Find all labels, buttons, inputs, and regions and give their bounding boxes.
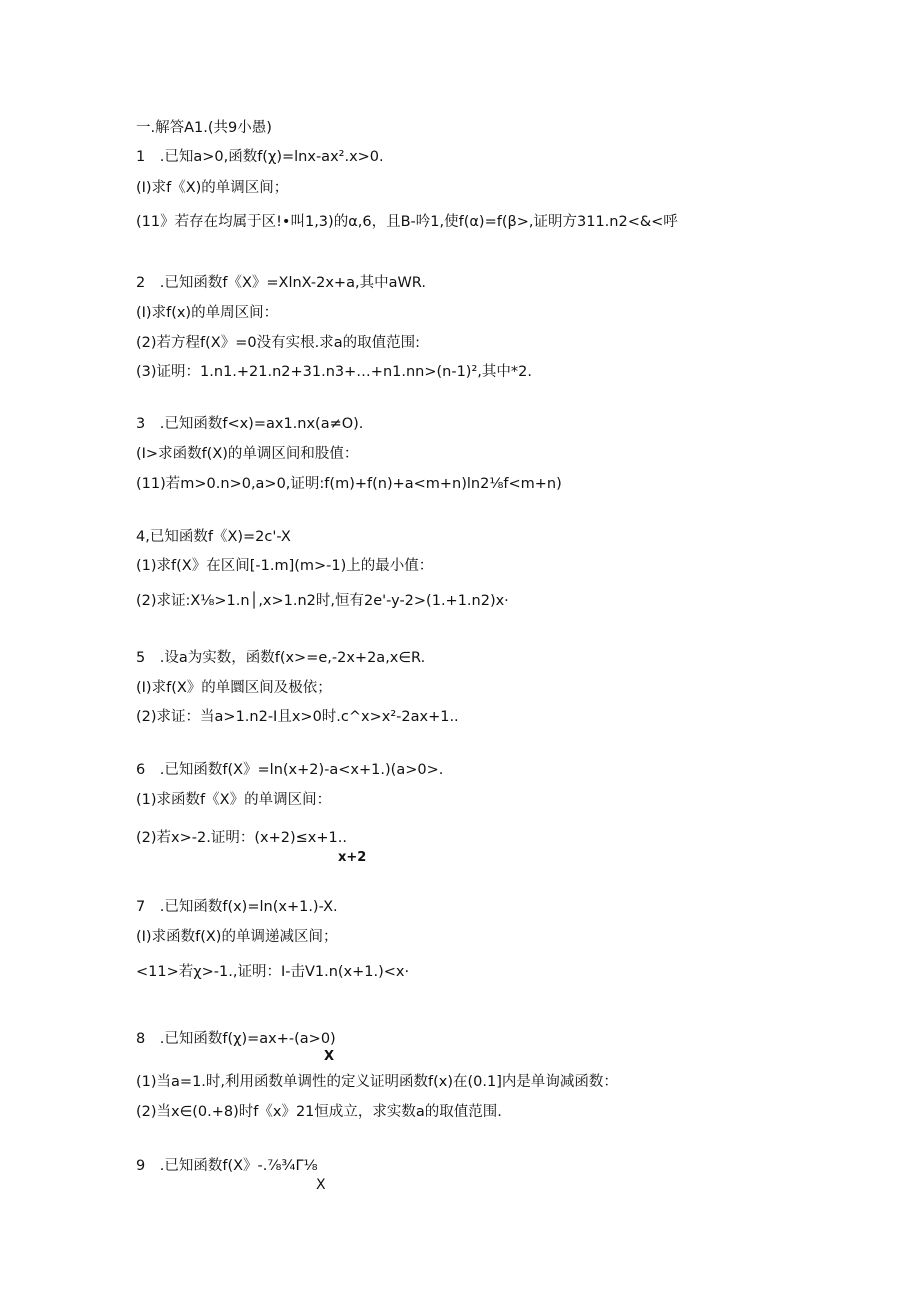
problem-3-part-2: (11)若m>0.n>0,a>0,证明:f(m)+f(n)+a<m+n)ln2⅛f<m+n) bbox=[136, 476, 562, 492]
problem-4-part-2: (2)求证:X⅛>1.n│,x>1.n2时,恒有2e'-y-2>(1.+1.n2)x· bbox=[136, 593, 509, 609]
problem-1-part-2: (11》若存在均属于区!•叫1,3)的α,6，且B-吟1,使f(α)=f(β>,证明方311.n2<&<呼 bbox=[136, 214, 678, 230]
problem-6-fraction-denominator: x+2 bbox=[338, 850, 367, 865]
problem-1-statement: 1 .已知a>0,函数f(χ)=lnx-ax².x>0. bbox=[136, 149, 384, 165]
problem-8-fraction-denominator: X bbox=[324, 1049, 335, 1064]
problem-1-part-1: (I)求f《X)的单调区间； bbox=[136, 180, 289, 196]
problem-7-part-2: <11>若χ>-1.,证明：I-击V1.n(x+1.)<x· bbox=[136, 964, 410, 980]
problem-4-statement: 4,已知函数f《X)=2c'-X bbox=[136, 529, 291, 545]
problem-6-part-2: (2)若x>-2.证明：(x+2)≤x+1.. bbox=[136, 830, 347, 846]
problem-2-statement: 2 .已知函数f《X》=XlnX-2x+a,其中aWR. bbox=[136, 275, 426, 291]
problem-8-statement: 8 .已知函数f(χ)=ax+-(a>0) bbox=[136, 1031, 336, 1047]
problem-3-statement: 3 .已知函数f<x)=ax1.nx(a≠O). bbox=[136, 416, 364, 432]
problem-7-statement: 7 .已知函数f(x)=ln(x+1.)-X. bbox=[136, 899, 338, 915]
problem-8-part-1: (1)当a=1.时,利用函数单调性的定义证明函数f(x)在(0.1]内是单询减函数： bbox=[136, 1074, 618, 1090]
problem-4-part-1: (1)求f(X》在区间[-1.m](m>-1)上的最小值： bbox=[136, 558, 434, 574]
problem-5-part-2: (2)求证：当a>1.n2-I且x>0时.c^x>x²-2ax+1.. bbox=[136, 709, 459, 725]
problem-6-statement: 6 .已知函数f(X》=ln(x+2)-a<x+1.)(a>0>. bbox=[136, 762, 444, 778]
section-header: 一.解答A1.(共9小愚) bbox=[136, 120, 272, 136]
problem-2-part-2: (2)若方程f(X》=0没有实根.求a的取值范围: bbox=[136, 335, 420, 351]
problem-5-part-1: (I)求f(X》的单圜区间及极依； bbox=[136, 680, 332, 696]
problem-3-part-1: (I>求函数f(X)的单调区间和股值： bbox=[136, 446, 359, 462]
problem-7-part-1: (I)求函数f(X)的单调递减区间； bbox=[136, 929, 338, 945]
problem-2-part-3: (3)证明：1.n1.+21.n2+31.n3+…+n1.nn>(n-1)²,其中*2. bbox=[136, 364, 532, 380]
problem-5-statement: 5 .设a为实数，函数f(x>=e,-2x+2a,x∈R. bbox=[136, 650, 426, 666]
problem-6-part-1: (1)求函数f《X》的单调区间： bbox=[136, 792, 332, 808]
problem-9-statement: 9 .已知函数f(X》-.⅞¾Γ⅛ bbox=[136, 1158, 318, 1174]
problem-8-part-2: (2)当x∈(0.+8)时f《x》21恒成立，求实数a的取值范围. bbox=[136, 1104, 502, 1120]
problem-2-part-1: (I)求f(x)的单周区间： bbox=[136, 305, 279, 321]
problem-9-fraction-denominator: X bbox=[316, 1177, 326, 1193]
